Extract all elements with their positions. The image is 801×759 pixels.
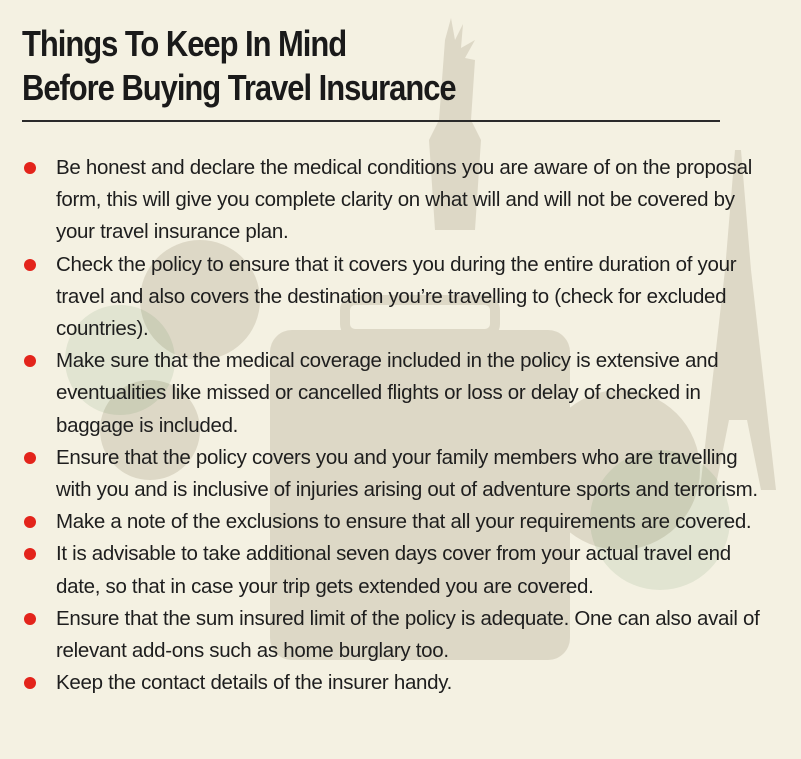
list-item [0,603,801,667]
title-line-2: Before Buying Travel Insurance [22,67,456,108]
bullet-icon [24,452,36,464]
page-title [22,22,456,110]
list-item-text: Ensure that the policy covers you and your family members who are travelling with you and is inclusive of injuries arising out of adventure sports and terrorism. [56,445,758,502]
list-item-text: Make sure that the medical coverage included in the policy is extensive and eventualities like missed or cancelled flights or loss or delay of checked in baggage is included. [56,349,719,437]
list-item-text: Check the policy to ensure that it covers you during the entire duration of your travel and also covers the destination you’re travelling to (check for excluded countries). [56,252,737,341]
list-item-text: Make a note of the exclusions to ensure that all your requirements are covered. [56,510,752,534]
tips-list [0,152,801,699]
title-divider [22,120,720,122]
bullet-icon [24,259,36,271]
list-item-text: Be honest and declare the medical conditions you are aware of on the proposal form, this will give you complete clarity on what will and will not be covered by your travel insurance plan. [56,156,753,244]
list-item-text: Keep the contact details of the insurer handy. [56,671,453,695]
list-item [0,442,801,506]
list-item-text: Ensure that the sum insured limit of the policy is adequate. One can also avail of relevant add-ons such as home burglary too. [56,606,760,663]
bullet-icon [24,677,36,689]
list-item [0,667,801,699]
bullet-icon [24,548,36,560]
list-item [0,345,801,442]
list-item [0,249,801,346]
list-item [0,506,801,538]
bullet-icon [24,162,36,174]
list-item [0,152,801,249]
list-item [0,538,801,602]
bullet-icon [24,613,36,625]
bullet-icon [24,516,36,528]
title-line-1: Things To Keep In Mind [22,23,347,64]
bullet-icon [24,355,36,367]
list-item-text: It is advisable to take additional seven days cover from your actual travel end date, so that in case your trip gets extended you are covered. [56,542,731,598]
